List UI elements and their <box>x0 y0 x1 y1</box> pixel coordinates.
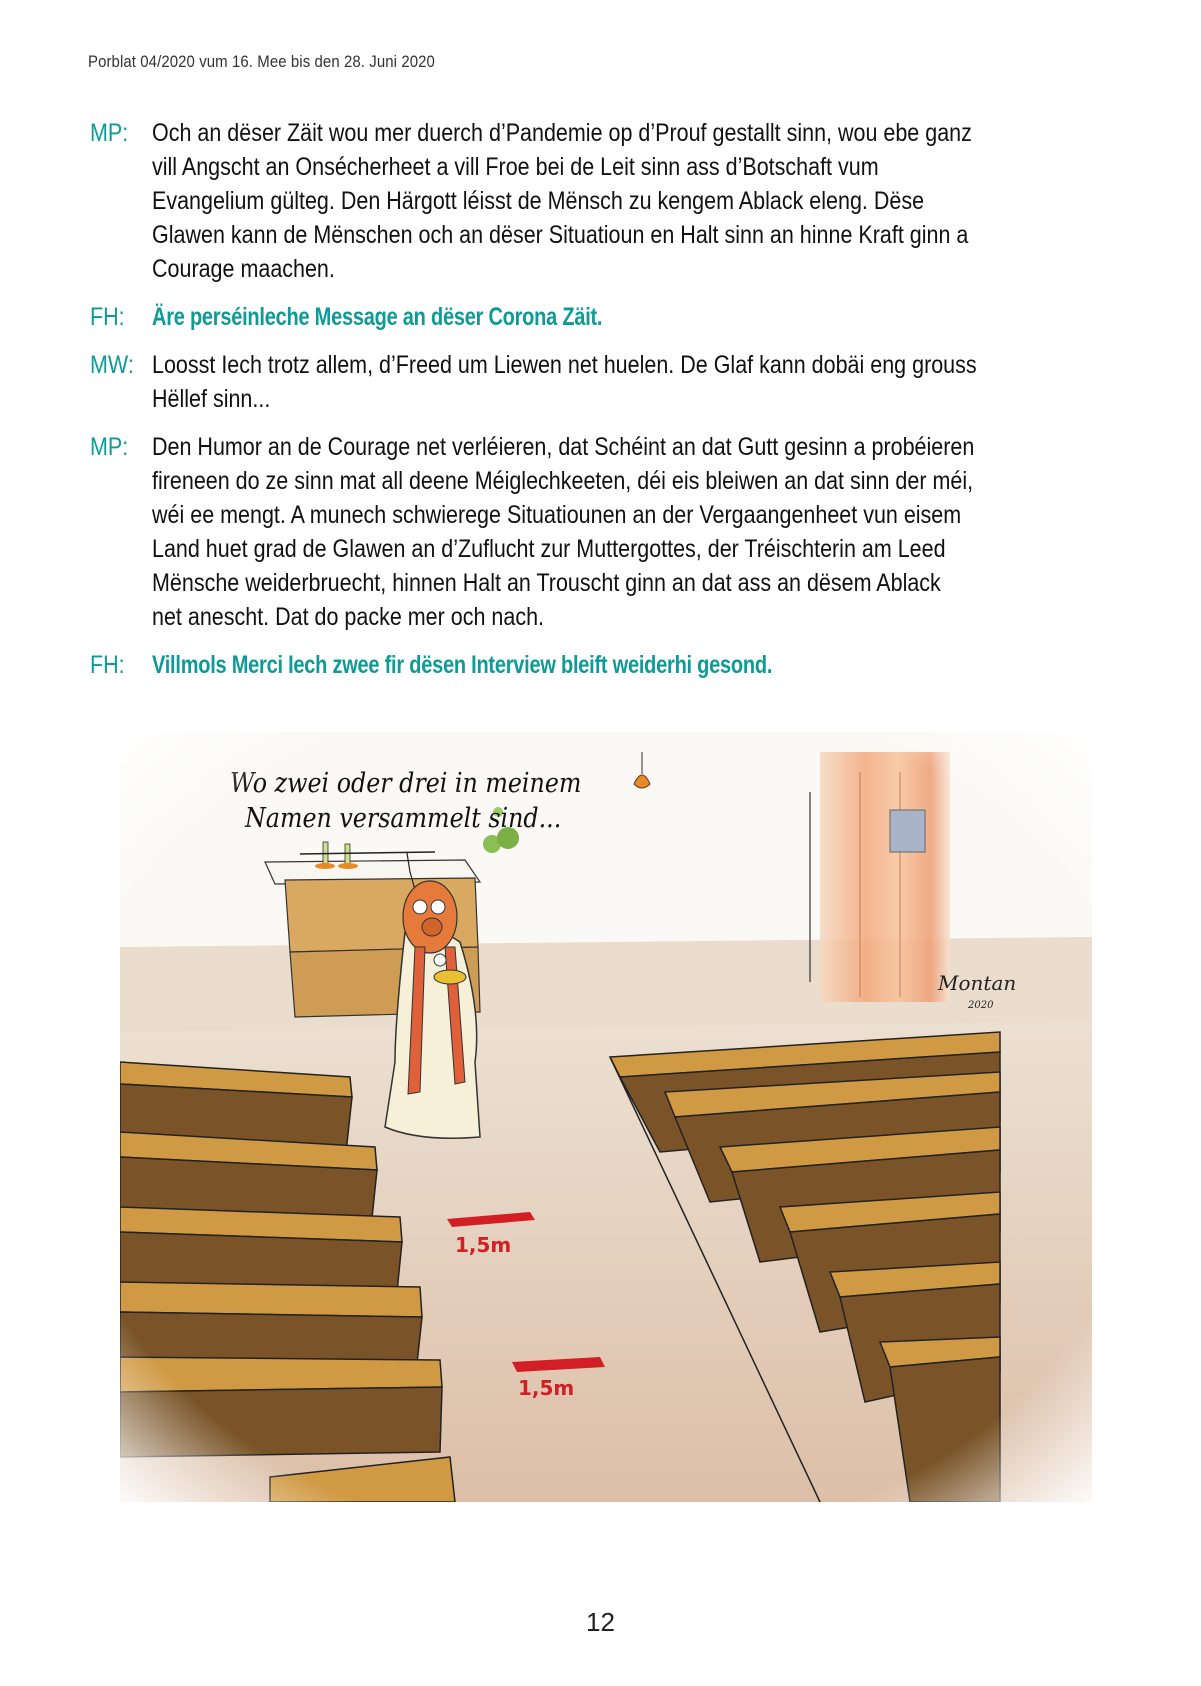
text-line: Glawen kann de Mënschen och an dëser Situatioun en Halt sinn an hinne Kraft ginn a <box>152 221 969 249</box>
speaker-label: MP: <box>90 119 129 147</box>
entry-text <box>152 430 1130 634</box>
text-line: Mënsche weiderbruecht, hinnen Halt an Trouscht ginn an dat ass an dësem Ablack <box>152 569 941 597</box>
speaker-label: MW: <box>90 351 134 379</box>
interview-question <box>90 300 1130 334</box>
text-line: Hëllef sinn... <box>152 385 271 413</box>
entry-text <box>152 300 1130 334</box>
interview-answer <box>90 116 1130 286</box>
entry-text <box>152 348 1130 416</box>
interview-transcript <box>90 116 1130 696</box>
page-number: 12 <box>586 1607 615 1637</box>
text-line: Evangelium gülteg. Den Härgott léisst de Mënsch zu kengem Ablack eleng. Dëse <box>152 187 925 215</box>
text-line: Villmols Merci Iech zwee fir dësen Interview bleift weiderhi gesond. <box>152 651 773 679</box>
entry-text <box>152 116 1130 286</box>
text-line: fireneen do ze sinn mat all deene Méiglechkeeten, déi eis bleiwen an dat sinn der méi, <box>152 467 974 495</box>
text-line: Land huet grad de Glawen an d’Zuflucht zur Muttergottes, der Tréischterin am Leed <box>152 535 946 563</box>
text-line: wéi ee mengt. A munech schwierege Situatiounen an der Vergaangenheet vun eisem <box>152 501 962 529</box>
text-line: Den Humor an de Courage net verléieren, dat Schéint an dat Gutt gesinn a probéieren <box>152 433 975 461</box>
interview-question <box>90 648 1130 682</box>
interview-answer <box>90 348 1130 416</box>
text-line: vill Angscht an Onsécherheet a vill Froe bei de Leit sinn ass d’Botschaft vum <box>152 153 879 181</box>
speaker-label: FH: <box>90 303 125 331</box>
text-line: Äre perséinleche Message an dëser Corona Zäit. <box>152 303 603 331</box>
text-line: net anescht. Dat do packe mer och nach. <box>152 603 545 631</box>
speaker-label: FH: <box>90 651 125 679</box>
text-line: Och an dëser Zäit wou mer duerch d’Pandemie op d’Prouf gestallt sinn, wou ebe ganz <box>152 119 972 147</box>
entry-text <box>152 648 1130 682</box>
cartoon-illustration <box>120 732 1092 1502</box>
speaker-label: MP: <box>90 433 129 461</box>
interview-answer <box>90 430 1130 634</box>
text-line: Courage maachen. <box>152 255 335 283</box>
text-line: Loosst Iech trotz allem, d’Freed um Liewen net huelen. De Glaf kann dobäi eng grouss <box>152 351 977 379</box>
running-header: Porblat 04/2020 vum 16. Mee bis den 28. Juni 2020 <box>88 52 435 71</box>
